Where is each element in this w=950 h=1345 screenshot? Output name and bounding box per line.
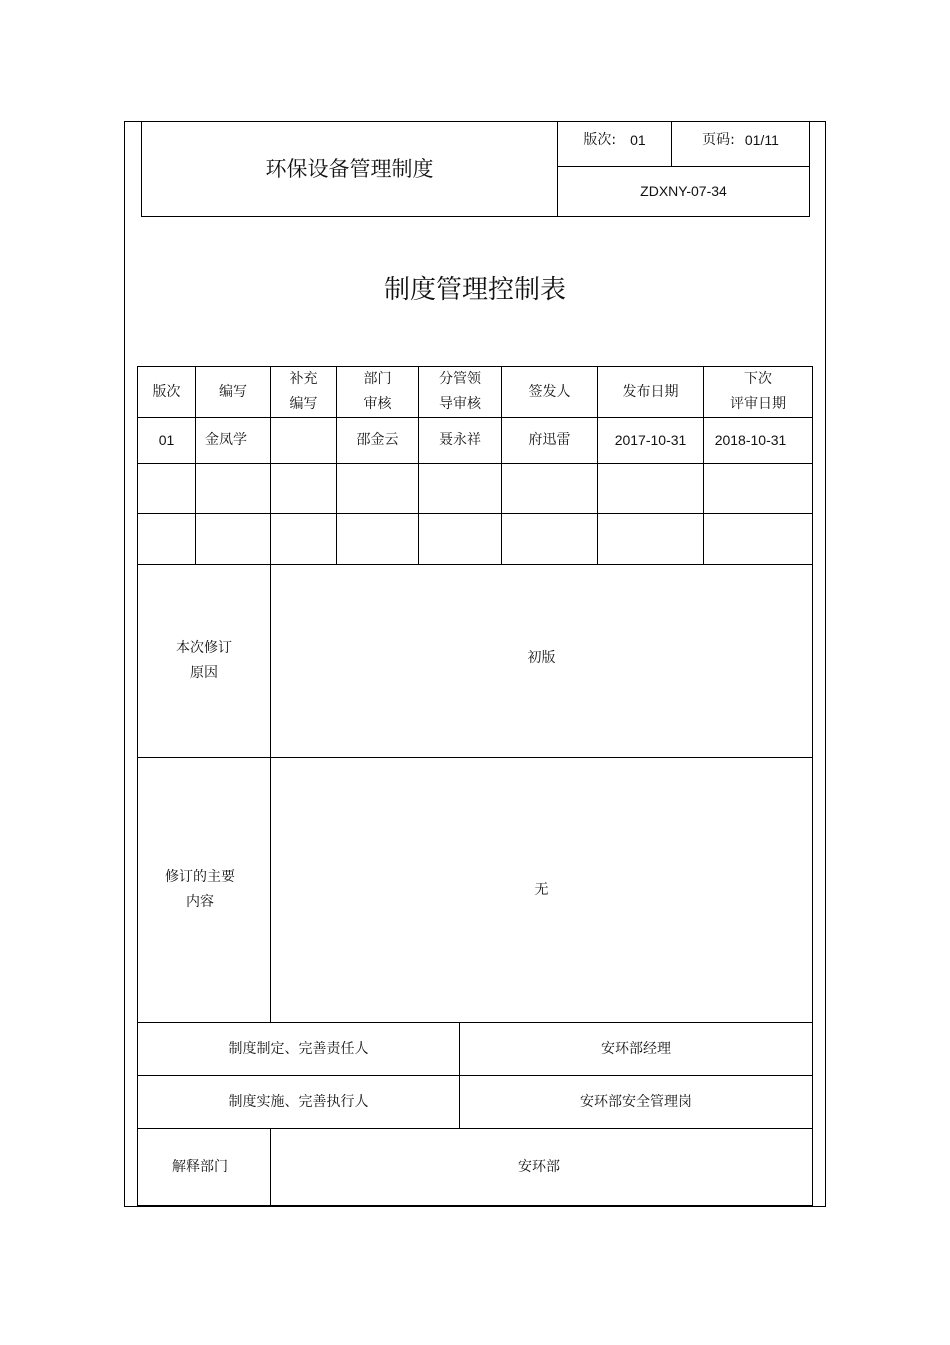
table-cell	[138, 514, 195, 564]
table-cell: 府迅雷	[528, 432, 571, 448]
header-issuer: 签发人	[528, 383, 571, 400]
table-cell	[598, 514, 703, 564]
revision-content-label: 修订的主要 内容	[165, 869, 235, 910]
table-cell	[196, 464, 270, 513]
header-next-review-date: 下次 评审日期	[730, 371, 786, 412]
document-title: 环保设备管理制度	[265, 156, 434, 181]
table-cell	[598, 464, 703, 513]
header-author: 编写	[219, 383, 247, 400]
main-title: 制度管理控制表	[383, 274, 566, 305]
revision-reason-label: 本次修订 原因	[176, 640, 232, 681]
table-cell	[502, 514, 597, 564]
header-supplementary-author: 补充 编写	[289, 371, 318, 412]
executor-value: 安环部安全管理岗	[580, 1093, 692, 1110]
header-department-review: 部门 审核	[363, 371, 392, 412]
table-cell	[502, 464, 597, 513]
interpretation-value: 安环部	[518, 1158, 560, 1175]
revision-content-value: 无	[534, 881, 549, 898]
table-cell	[704, 464, 812, 513]
table-cell	[337, 514, 418, 564]
version-field	[558, 122, 671, 158]
revision-reason-value: 初版	[527, 649, 556, 666]
header-release-date: 发布日期	[622, 383, 679, 400]
table-cell	[271, 514, 336, 564]
document-code: ZDXNY-07-34	[640, 183, 727, 199]
table-cell	[419, 464, 501, 513]
table-cell	[196, 514, 270, 564]
table-cell: 01	[158, 432, 175, 448]
responsible-label: 制度制定、完善责任人	[228, 1040, 369, 1057]
header-version: 版次	[152, 383, 181, 400]
version-label: 版次:	[583, 131, 617, 148]
interpretation-label: 解释部门	[172, 1158, 228, 1175]
table-cell	[138, 464, 195, 513]
table-cell	[419, 514, 501, 564]
table-cell	[271, 464, 336, 513]
table-cell: 邵金云	[356, 432, 399, 448]
table-cell	[271, 418, 336, 463]
page-field	[672, 122, 809, 158]
version-value: 01	[630, 131, 646, 148]
table-cell	[704, 514, 812, 564]
table-cell: 聂永祥	[439, 432, 481, 448]
table-cell: 2018-10-31	[714, 432, 787, 448]
page-value: 01/11	[744, 131, 779, 148]
table-cell: 金凤学	[205, 432, 247, 448]
table-cell: 2017-10-31	[614, 432, 687, 448]
header-leader-review: 分管领 导审核	[439, 371, 481, 412]
table-cell	[337, 464, 418, 513]
page-label: 页码:	[702, 131, 735, 148]
responsible-value: 安环部经理	[601, 1040, 671, 1057]
executor-label: 制度实施、完善执行人	[228, 1093, 369, 1110]
